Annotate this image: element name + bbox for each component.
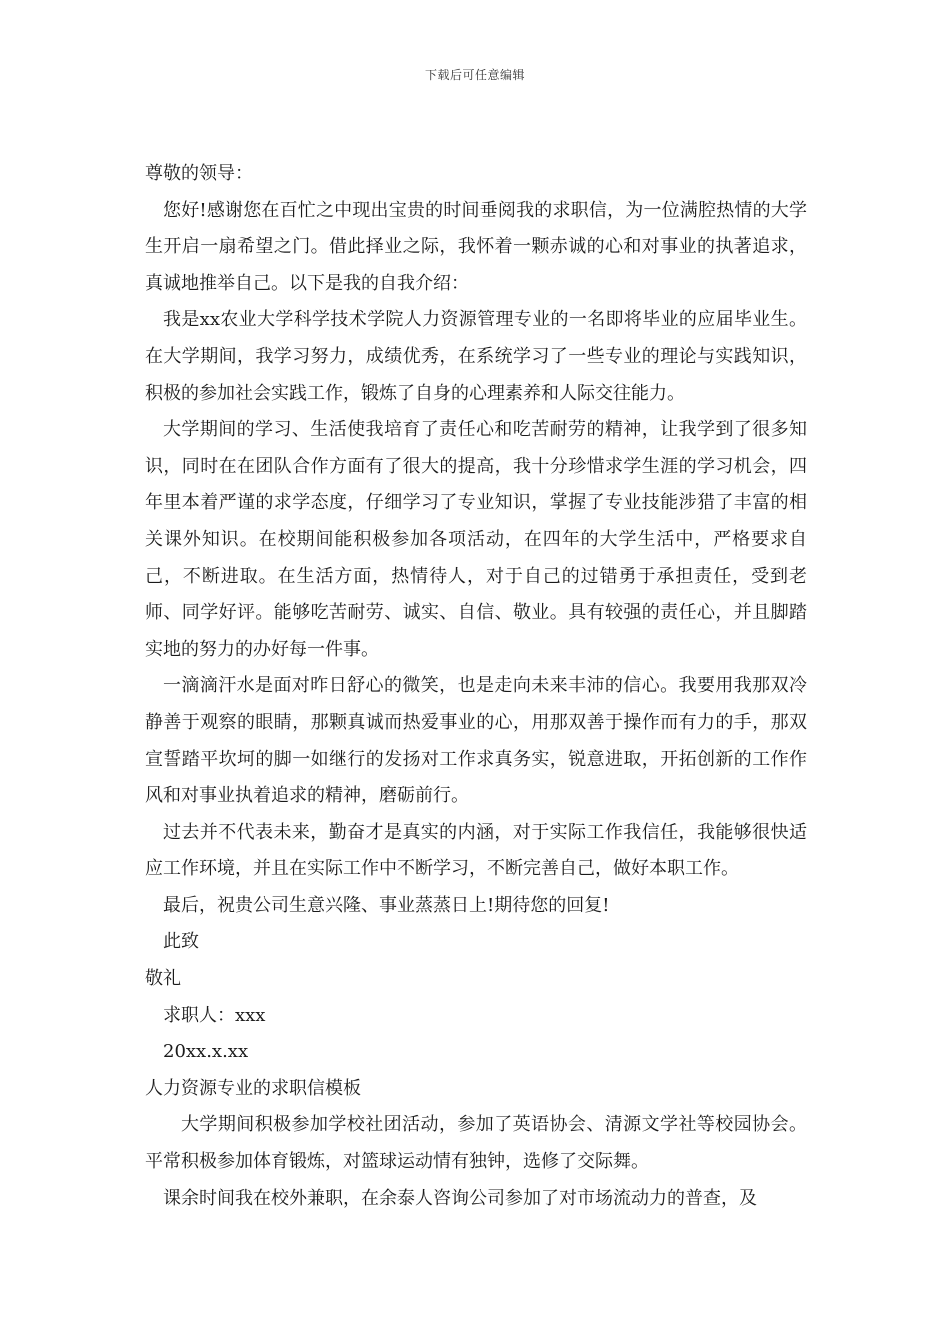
paragraph-university-life: 大学期间的学习、生活使我培育了责任心和吃苦耐劳的精神，让我学到了很多知识，同时在在团队合作方面有了很大的提高，我十分珍惜求学生涯的学习机会，四年里本着严谨的求学态度，仔细学习了专业知识，掌握了专业技能涉猎了丰富的相关课外知识。在校期间能积极参加各项活动，在四年的大学生活中，严格要求自己，不断进取。在生活方面，热情待人，对于自己的过错勇于承担责任，受到老师、同学好评。能够吃苦耐劳、诚实、自信、敬业。具有较强的责任心，并且脚踏实地的努力的办好每一件事。 [145,419,807,660]
paragraph-introduction: 我是xx农业大学科学技术学院人力资源管理专业的一名即将毕业的应届毕业生。在大学期间，我学习努力，成绩优秀，在系统学习了一些专业的理论与实践知识，积极的参加社会实践工作，锻炼了自身的心理素养和人际交往能力。 [145,309,807,404]
section-title: 人力资源专业的求职信模板 [145,1077,361,1099]
closing-salute: 敬礼 [145,968,181,990]
closing-regards: 此致 [163,931,199,953]
paragraph-part-time: 课余时间我在校外兼职，在余泰人咨询公司参加了对市场流动力的普查，及 [163,1187,757,1209]
document-body [145,156,807,1217]
paragraph-wishes: 最后，祝贵公司生意兴隆、事业蒸蒸日上!期待您的回复! [163,894,610,916]
paragraph-activities: 大学期间积极参加学校社团活动，参加了英语协会、清源文学社等校园协会。平常积极参加体育锻炼，对篮球运动情有独钟，选修了交际舞。 [145,1114,807,1173]
paragraph-determination: 一滴滴汗水是面对昨日舒心的微笑，也是走向未来丰沛的信心。我要用我那双冷静善于观察的眼睛，那颗真诚而热爱事业的心，用那双善于操作而有力的手，那双宣誓踏平坎坷的脚一如继行的发扬对工作求真务实，锐意进取，开拓创新的工作作风和对事业执着追求的精神，磨砺前行。 [145,675,807,807]
signature: 求职人：xxx [163,1004,266,1026]
date: 20xx.x.xx [163,1041,249,1063]
paragraph-future: 过去并不代表未来，勤奋才是真实的内涵，对于实际工作我信任，我能够很快适应工作环境，并且在实际工作中不断学习，不断完善自己，做好本职工作。 [145,821,807,880]
salutation: 尊敬的领导： [145,163,253,184]
paragraph-greeting: 您好!感谢您在百忙之中现出宝贵的时间垂阅我的求职信，为一位满腔热情的大学生开启一扇希望之门。借此择业之际，我怀着一颗赤诚的心和对事业的执著追求，真诚地推举自己。以下是我的自我介绍： [145,199,807,294]
page-header: 下载后可任意编辑 [424,68,525,82]
